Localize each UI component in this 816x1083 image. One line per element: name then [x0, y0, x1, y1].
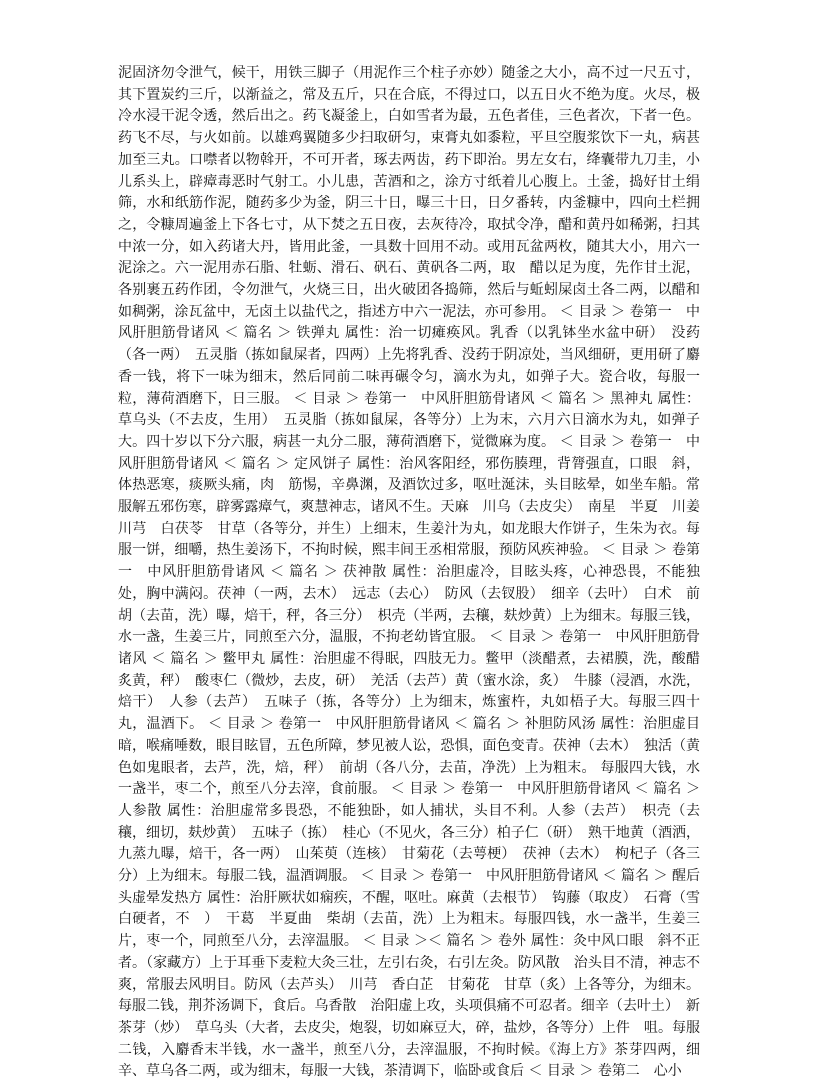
body-text: 泥固济勿令泄气，候干，用铁三脚子（用泥作三个柱子亦妙）随釜之大小，高不过一尺五寸，其下置炭约三斤，以渐益之，常及五斤，只在合底，不得过口，以五日火不绝为度。火尽，极冷水浸干泥令透，然后出之。药飞凝釜上，白如雪者为最，五色者佳，三色者次，下者一色。药飞不尽，与火如前。以雄鸡翼随多少扫取研匀，束膏丸如黍粒，平旦空腹浆饮下一丸，病甚加至三丸。口噤者以物斡开，不可开者，琢去两齿，药下即治。男左女右，绛囊带九刀圭，小儿系头上，辟瘴毒恶时气射工。小儿患，苦酒和之，涂方寸纸着儿心腹上。土釜，捣好甘土绢筛，水和纸筋作泥，随药多少为釜，阴三十日，曝三十日，日夕番转，内釜糠中，四向土栏拥之，令糠周遍釜上下各七寸，从下焚之五日夜，去灰待冷，取拭令净，醋和黄丹如稀粥，扫其中浓一分，如入药诸大丹，皆用此釜，一具数十回用不动。或用瓦盆两枚，随其大小，用六一泥涂之。六一泥用赤石脂、牡蛎、滑石、矾石、黄矾各二两，取 醋以足为度，先作甘土泥，各别裹五药作团，令勿泄气，火烧三日，出火破团各捣筛，然后与蚯蚓屎卤土各二两，以醋和如稠粥，涂瓦盆中，无卤土以盐代之，指述方中六一泥法，亦可参用。 ＜ 目录 ＞ 卷第一 中风肝胆筋骨诸风 ＜ 篇名 ＞ 铁弹丸 属性：治一切瘫痪风。乳香（以乳钵坐水盆中研） 没药（各一两） 五灵脂（拣如鼠屎者，四两）上先将乳香、没药于阴凉处，当风细研，更用研了麝香一钱，将下一味为细末，然后同前二味再碾令匀，滴水为丸，如弹子大。瓷合收，每服一粒，薄荷酒磨下，日三服。 ＜ 目录 ＞ 卷第一 中风肝胆筋骨诸风 ＜ 篇名 ＞ 黑神丸 属性：草乌头（不去皮，生用） 五灵脂（拣如鼠屎，各等分）上为末，六月六日滴水为丸，如弹子大。四十岁以下分六服，病甚一丸分二服，薄荷酒磨下，觉微麻为度。 ＜ 目录 ＞ 卷第一 中风肝胆筋骨诸风 ＜ 篇名 ＞ 定风饼子 属性：治风客阳经，邪伤腠理，背膂强直，口眼 斜，体热恶寒，痰厥头痛，肉 筋惕，辛鼻渊，及酒饮过多，呕吐涎沫，头目眩晕，如坐车船。常服解五邪伤寒，辟雾露瘴气，爽慧神志，诸风不生。天麻 川乌（去皮尖） 南星 半夏 川姜 川芎 白茯苓 甘草（各等分，并生）上细末，生姜汁为丸，如龙眼大作饼子，生朱为衣。每服一饼，细嚼，热生姜汤下，不拘时候，熙丰间王丞相常服，预防风疾神验。 ＜ 目录 ＞ 卷第一 中风肝胆筋骨诸风 ＜ 篇名 ＞ 茯神散 属性：治胆虚冷，目眩头疼，心神恐畏，不能独处，胸中满闷。茯神（一两，去木） 远志（去心） 防风（去钗股） 细辛（去叶） 白术 前胡（去苗，洗）曝，焙干，秤，各三分） 枳壳（半两，去穰，麸炒黄）上为细末。每服三钱，水一盏，生姜三片，同煎至六分，温服，不拘老幼皆宜服。 ＜ 目录 ＞ 卷第一 中风肝胆筋骨诸风 ＜ 篇名 ＞ 鳖甲丸 属性：治胆虚不得眠，四肢无力。鳖甲（淡醋煮，去裙膜，洗，酸醋炙黄，秤） 酸枣仁（微炒，去皮，研） 羌活（去芦）黄（蜜水涂，炙） 牛膝（浸酒，水洗，焙干） 人参（去芦） 五味子（拣，各等分）上为细末，炼蜜杵，丸如梧子大。每服三四十丸，温酒下。 ＜ 目录 ＞ 卷第一 中风肝胆筋骨诸风 ＜ 篇名 ＞ 补胆防风汤 属性：治胆虚目暗，喉痛唾数，眼目眩冒，五色所障，梦见被人讼，恐惧，面色变青。茯神（去木） 独活（黄色如鬼眼者，去芦，洗，焙，秤） 前胡（各八分，去苗，净洗）上为粗末。 每服四大钱，水一盏半，枣二个，煎至八分去滓，食前服。 ＜ 目录 ＞ 卷第一 中风肝胆筋骨诸风 ＜ 篇名 ＞ 人参散 属性：治胆虚常多畏恐，不能独卧，如人捕状，头目不利。人参（去芦） 枳壳（去穰，细切，麸炒黄） 五味子（拣） 桂心（不见火，各三分）柏子仁（研） 熟干地黄（酒洒，九蒸九曝，焙干，各一两） 山茱萸（连核） 甘菊花（去萼梗） 茯神（去木） 枸杞子（各三分）上为细末。每服二钱，温酒调服。 ＜ 目录 ＞ 卷第一 中风肝胆筋骨诸风 ＜ 篇名 ＞ 醒后头虚晕发热方 属性：治肝厥状如痫疾，不醒，呕吐。麻黄（去根节） 钩藤（取皮） 石膏（雪白硬者，不 ） 干葛 半夏曲 柴胡（去苗，洗）上为粗末。每服四钱，水一盏半，生姜三片，枣一个，同煎至八分，去滓温服。 ＜ 目录 ＞＜ 篇名 ＞ 卷外 属性：灸中风口眼 斜不正者。（家藏方）上于耳垂下麦粒大灸三壮，左引右灸，右引左灸。防风散 治头目不清，神志不爽，常服去风明目。防风（去芦头） 川芎 香白芷 甘菊花 甘草（炙）上各等分，为细末。每服二钱，荆芥汤调下，食后。乌香散 治阳虚上攻，头项俱痛不可忍者。细辛（去叶土） 新茶芽（炒） 草乌头（大者，去皮尖，炮裂，切如麻豆大，碎，盐炒，各等分）上件 咀。每服二钱，入麝香末半钱，水一盏半，煎至八分，去滓温服，不拘时候。《海上方》茶芽四两，细辛、草乌各二两，或为细末，每服一大钱，茶清调下，临卧或食后 ＜ 目录 ＞ 卷第二 心小	[118, 65, 714, 1080]
document-page	[118, 63, 714, 1080]
